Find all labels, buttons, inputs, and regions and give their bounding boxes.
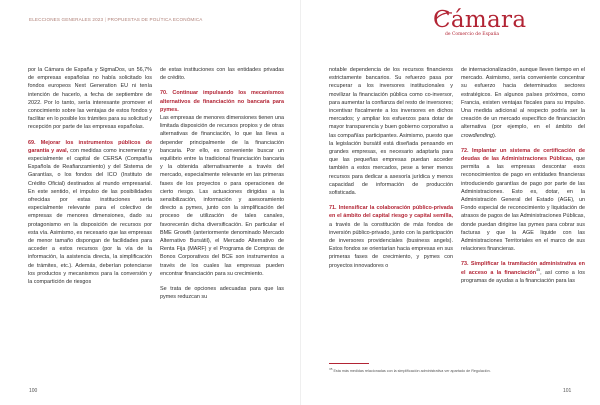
- footnote-rule: [329, 363, 369, 364]
- paragraph-text: por la Cámara de España y SigmaDos, un 56,7% de empresas españolas no había solicitado los fondos europeos Next Generation EU ni tenía intención de hacerlo, a fecha de septiembre de 2022. Por lo tanto, sería interesante promover el conocimiento sobre las ventajas de estos fondos y facilitar en lo posible los trámites para su solicitud y recepción por parte de las empresas españolas.: [28, 67, 152, 131]
- paragraph-text: Se trata de opciones adecuadas para que las pymes reduzcan su: [160, 286, 284, 301]
- text-column-2: [160, 66, 284, 308]
- emphasis-term: crowdlending: [461, 132, 494, 139]
- proposal-text: a través de la constitución de más fondos de inversión público-privado, junto con la participación de inversores providenciales (business angels). Estos fondos se orientarían hacia empresas en sus primeras fases de crecimiento, y pymes con proyectos innovadores o: [329, 221, 453, 269]
- paragraph-text: de estas instituciones con las entidades privadas de crédito.: [160, 67, 284, 82]
- proposal-69: [28, 139, 152, 287]
- proposal-text: Las empresas de menores dimensiones tienen una limitada disposición de recursos propios y de otras alternativas de financiación, lo que las lleva a depender principalmente de la financiación bancaria. Por ello, es conveniente buscar un equilibrio entre la tradicional financiación bancaria y la obtenida alternativamente a través del mercado, especialmente relevante en las primeras fases de los proyectos o para operaciones de cierto riesgo. Las actuaciones dirigidas a la sensibilización, información y asesoramiento directo a pymes, junto con la simplificación del proceso de utilización de tales canales, favorecerán dicha diversificación. En particular el BME Growth (anteriormente denominado Mercado Alternativo Bursátil), el Mercado Alternativo de Renta Fija (MARF) y el Programa de Compras de Bonos Corporativos del BCE son instrumentos a través de los cuales las empresas pueden encontrar financiación para su crecimiento.: [160, 115, 284, 277]
- paragraph: [28, 66, 152, 132]
- proposal-72: [461, 147, 585, 254]
- paragraph: [329, 66, 453, 197]
- camara-logo: [426, 7, 527, 41]
- page-number-left: 100: [29, 388, 38, 394]
- footnote-reference[interactable]: 35: [536, 267, 541, 272]
- proposal-heading: 71. Intensificar la colaboración público-privada en el ámbito del capital riesgo y capital semilla,: [329, 205, 453, 220]
- proposal-heading: 70. Continuar impulsando los mecanismos alternativos de financiación no bancaria para pymes.: [160, 90, 284, 113]
- page-gutter: [300, 0, 301, 405]
- footnote: [329, 367, 491, 373]
- paragraph: [160, 66, 284, 82]
- page-number-right: 101: [563, 388, 572, 394]
- logo-wordmark: Cámara: [433, 7, 527, 33]
- logo-tagline: de Comercio de España: [445, 32, 500, 37]
- running-header: [29, 17, 203, 22]
- footnote-mark: 35: [329, 367, 333, 371]
- proposal-heading: 69. Mejorar los instrumentos públicos de garantía y aval,: [28, 139, 152, 154]
- header-title: ELECCIONES GENERALES 2023: [29, 17, 104, 22]
- text-column-4: [461, 66, 585, 292]
- paragraph-text: de internacionalización, aunque lleven tiempo en el mercado. Asimismo, sería conveniente concentrar su esfuerzo hacia determinados sectores estratégicos. En algunos países próximos, como Francia, existen ventajas fiscales para su impulso. Una medida adicional al respecto podría ser la creación de un mercado específico de financiación alternativa (por ejemplo, en el ámbito del: [461, 67, 585, 131]
- footnote-text: Esta más medidas relacionadas con la simplificación administrativa ver apartado de Regulación.: [333, 369, 491, 374]
- proposal-text: con medidas como incrementar y especialmente el capital de CERSA (Compañía Española de Reafianzamiento) y del Sistema de Garantías, o los fondos del ICO (Instituto de Crédito Oficial) destinados al mundo empresarial. En este sentido, el impulso de las posibilidades ofrecidas por estas instituciones sería especialmente relevante para el colectivo de empresas de menores dimensiones, dado su protagonismo en la disposición de recursos por esta vía. Asimismo, es necesario que las empresas de menor tamaño dispongan de facilidades para acceder a estos recursos (por la vía de la información, la asistencia directa, la simplificación de trámites, etc.). Además, deberían potenciarse los productos y mecanismos para la conversión y la compartición de riesgos: [28, 147, 152, 286]
- proposal-71: [329, 204, 453, 270]
- proposal-heading: 73. Simplificar la tramitación administrativa en el acceso a la financiación: [461, 261, 585, 276]
- text-column-1: [28, 66, 152, 293]
- proposal-73: [461, 260, 585, 285]
- text-column-3: [329, 66, 453, 277]
- proposal-heading: 72. Implantar un sistema de certificación de deudas de las Administraciones Públicas,: [461, 147, 585, 163]
- proposal-70: [160, 89, 284, 278]
- paragraph-text-end: ).: [493, 132, 497, 139]
- paragraph: [461, 66, 585, 140]
- proposal-text: que permita a las empresas descontar esos reconocimientos de pago en entidades financieras introduciendo garantías de pago por parte de las Administraciones. Esto es, dotar, en la Administración General del Estado (AGE), un Fondo especial de reconocimiento y liquidación de atrasos de pagos de las Administraciones Públicas, donde puedan dirigirse las pymes para cobrar sus facturas y que la AGE liquide con las Administraciones Territoriales en el marco de sus relaciones financieras.: [461, 156, 585, 253]
- paragraph: [160, 285, 284, 301]
- proposal-text: , así como a los programas de ayudas a la financiación para las: [461, 269, 585, 284]
- paragraph-text: notable dependencia de los recursos financieros estrictamente bancarios. Su refuerzo pasa por recuperar a los inversores institucionales y movilizar la financiación pública como co-inversor, para aumentar la confianza del resto de inversores; incentivar fiscalmente a los inversores en dichos mercados; y ampliar los esfuerzos para dotar de mayor transparencia y buen gobierno corporativo a las compañías participantes. Asimismo, puesto que la legislación bursátil está diseñada pensando en grandes empresas, es necesario adaptarla para que las pequeñas empresas puedan acceder también a estos mercados, pese a tener menos recursos para dedicar a asesoría jurídica y menos capacidad de información de producción sofisticada.: [329, 67, 453, 197]
- header-subtitle: PROPUESTAS DE POLÍTICA ECONÓMICA: [107, 17, 203, 22]
- header-separator: |: [104, 17, 106, 22]
